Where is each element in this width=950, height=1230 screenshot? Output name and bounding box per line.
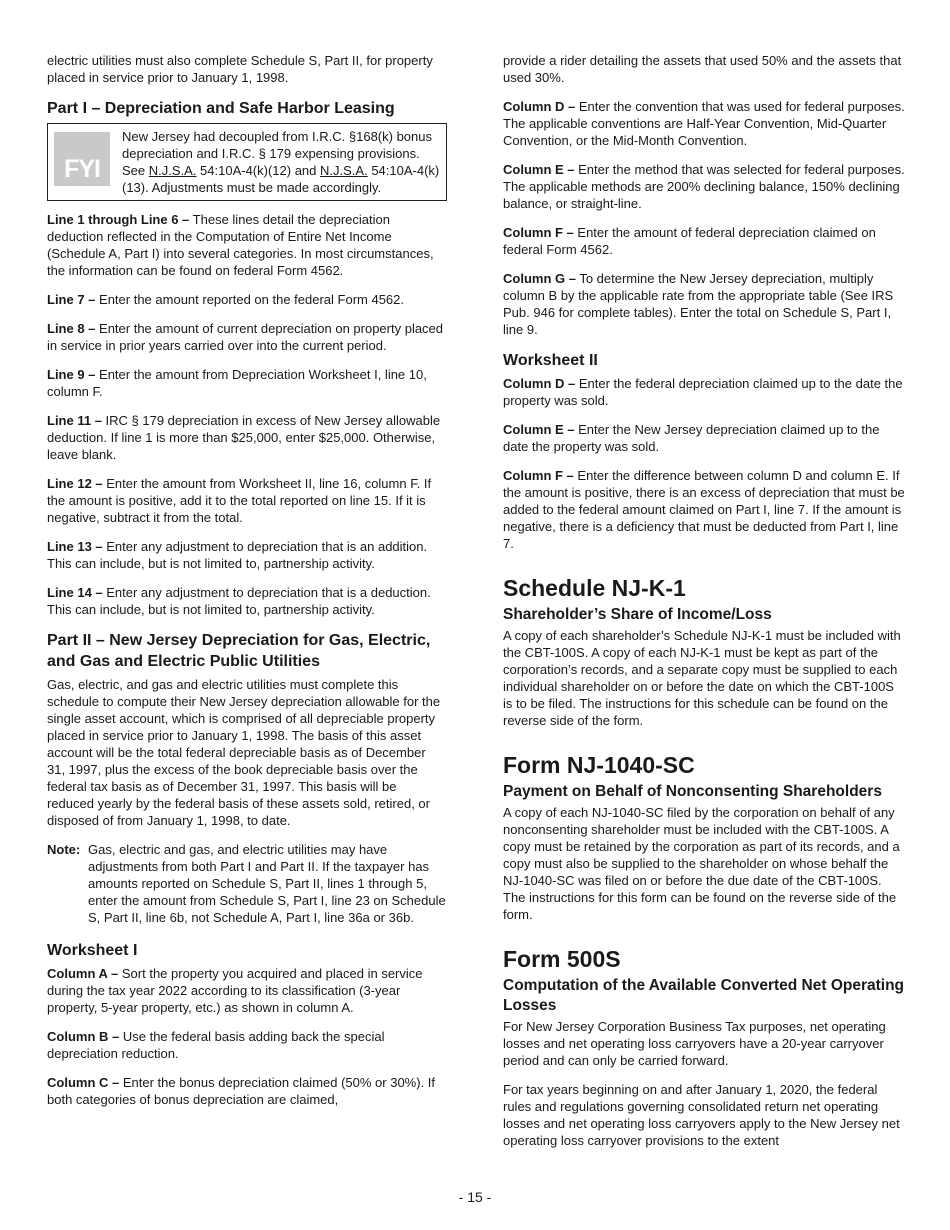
njk1-subtitle: Shareholder’s Share of Income/Loss: [503, 606, 772, 623]
note-label: Note:: [47, 842, 81, 857]
line-paragraph: Line 7 – Enter the amount reported on the federal Form 4562.: [47, 292, 404, 307]
njsa-link-1: N.J.S.A.: [148, 163, 197, 178]
column-paragraph: Column F – Enter the difference between column D and column E. If the amount is positive, there is an excess of depreciation that must be added to the federal amount claimed on Part I, line 7. If the amount is negative, there is a deficiency that must be deducted from Part I, line 7.: [503, 468, 905, 551]
part2-paragraph: Gas, electric, and gas and electric utilities must complete this schedule to compute their New Jersey depreciation allowable for the single asset account, which is comprised of all depreciable property placed in service prior to January 1, 1998. The basis of this asset account will be the total federal depreciable basis as of December 31, 1997, plus the excess of the book depreciable basis over the federal tax basis as of December 31, 1997. This basis will be reduced yearly by the federal basis of these assets sold, retired, or disposed of from January 1, 1998, to date.: [47, 677, 441, 828]
note-text: Gas, electric and gas, and electric utilities may have adjustments from both Part I and Part II. If the taxpayer has amounts reported on Schedule S, Part II, lines 1 through 5, enter the amount from Schedule S, Part I, line 23 on Schedule S, Part II, line 6b, not Schedule A, Part I, line 36a or 36b.: [88, 842, 446, 925]
continued-paragraph: provide a rider detailing the assets that used 50% and the assets that used 30%.: [503, 53, 902, 85]
column-paragraph: Column D – Enter the federal depreciation claimed up to the date the property was sold.: [503, 376, 903, 408]
fyi-icon: FYI: [54, 132, 110, 186]
form500s-paragraph-2: For tax years beginning on and after January 1, 2020, the federal rules and regulations governing consolidated return net operating losses and net operating loss carryovers apply to the New Jersey net operating loss carryover provisions to the extent: [503, 1082, 900, 1148]
worksheet1-heading: Worksheet I: [47, 942, 138, 959]
column-paragraph: Column F – Enter the amount of federal depreciation claimed on federal Form 4562.: [503, 225, 876, 257]
column-paragraph: Column A – Sort the property you acquired and placed in service during the tax year 2022 according to its classification (3-year property, 5-year property, etc.) as shown in column A.: [47, 966, 423, 1015]
form500s-title: Form 500S: [503, 946, 621, 972]
nj1040sc-subtitle: Payment on Behalf of Nonconsenting Shareholders: [503, 783, 882, 800]
column-paragraph: Column C – Enter the bonus depreciation claimed (50% or 30%). If both categories of bonus depreciation are claimed,: [47, 1075, 436, 1107]
nj1040sc-paragraph: A copy of each NJ-1040-SC filed by the corporation on behalf of any nonconsenting shareholder must be included with the CBT-100S. A copy must be retained by the corporation as part of its records, and a copy must also be supplied to the shareholder on whose behalf the NJ-1040-SC was filed on or before the due date of the CBT-100S. The instructions for this form can be found on the reverse side of the form.: [503, 805, 900, 922]
page-number: - 15 -: [458, 1189, 492, 1205]
line-paragraph: Line 14 – Enter any adjustment to depreciation that is a deduction. This can include, but is not limited to, partnership activity.: [47, 585, 431, 617]
fyi-box: [47, 123, 447, 201]
njsa-link-2: N.J.S.A.: [320, 163, 368, 178]
column-paragraph: Column B – Use the federal basis adding back the special depreciation reduction.: [47, 1029, 385, 1061]
fyi-text-3: 54:10A-4(k)(13). Adjustments must be made accordingly.: [122, 163, 440, 195]
line-paragraph: Line 11 – IRC § 179 depreciation in excess of New Jersey allowable deduction. If line 1 is more than $25,000, enter $25,000. Otherwise, leave blank.: [47, 413, 441, 462]
line-paragraph: Line 8 – Enter the amount of current depreciation on property placed in service in prior years carried over into the current period.: [47, 321, 444, 353]
line-paragraph: Line 13 – Enter any adjustment to depreciation that is an addition. This can include, but is not limited to, partnership activity.: [47, 539, 428, 571]
note: [47, 841, 447, 926]
fyi-text-2: 54:10A-4(k)(12) and: [196, 163, 321, 178]
line-paragraph: Line 12 – Enter the amount from Worksheet II, line 16, column F. If the amount is positive, add it to the total reported on line 15. If it is negative, subtract it from the total.: [47, 476, 432, 525]
line-paragraph: Line 1 through Line 6 – These lines detail the depreciation deduction reflected in the Computation of Entire Net Income (Schedule A, Part I) into several categories. In most circumstances, the information can be found on federal Form 4562.: [47, 212, 434, 278]
njk1-paragraph: A copy of each shareholder’s Schedule NJ-K-1 must be included with the CBT-100S. A copy of each NJ-K-1 must be kept as part of the corporation’s records, and a separate copy must be supplied to each individual shareholder on or before the date on which the CBT-100S is to be filed. The instructions for this schedule can be found on the reverse side of the form.: [503, 628, 901, 728]
right-column: [503, 52, 905, 1149]
njk1-title: Schedule NJ-K-1: [503, 575, 686, 601]
part1-heading: Part I – Depreciation and Safe Harbor Leasing: [47, 100, 395, 117]
column-paragraph: Column D – Enter the convention that was used for federal purposes. The applicable conventions are Half-Year Convention, Mid-Quarter Convention, or the Mid-Month Convention.: [503, 99, 905, 148]
worksheet2-heading: Worksheet II: [503, 352, 598, 369]
column-paragraph: Column G – To determine the New Jersey depreciation, multiply column B by the applicable rate from the appropriate table (See IRS Pub. 946 for complete tables). Enter the total on Schedule S, Part I, line 9.: [503, 271, 894, 337]
column-paragraph: Column E – Enter the method that was selected for federal purposes. The applicable methods are 200% declining balance, 150% declining balance, or straight-line.: [503, 162, 905, 211]
nj1040sc-title: Form NJ-1040-SC: [503, 752, 695, 778]
form500s-subtitle: Computation of the Available Converted Net Operating Losses: [503, 977, 905, 1014]
fyi-text-1: New Jersey had decoupled from I.R.C. §168(k) bonus depreciation and I.R.C. § 179 expensing provisions. See: [122, 129, 432, 178]
intro-paragraph: electric utilities must also complete Schedule S, Part II, for property placed in service prior to January 1, 1998.: [47, 53, 433, 85]
left-column: [47, 52, 447, 1120]
line-paragraph: Line 9 – Enter the amount from Depreciation Worksheet I, line 10, column F.: [47, 367, 427, 399]
form500s-paragraph-1: For New Jersey Corporation Business Tax purposes, net operating losses and net operating loss carryovers have a 20-year carryover period and can only be carried forward.: [503, 1019, 886, 1068]
column-paragraph: Column E – Enter the New Jersey depreciation claimed up to the date the property was sold.: [503, 422, 880, 454]
part2-heading: Part II – New Jersey Depreciation for Gas, Electric, and Gas and Electric Public Utilities: [47, 632, 431, 670]
